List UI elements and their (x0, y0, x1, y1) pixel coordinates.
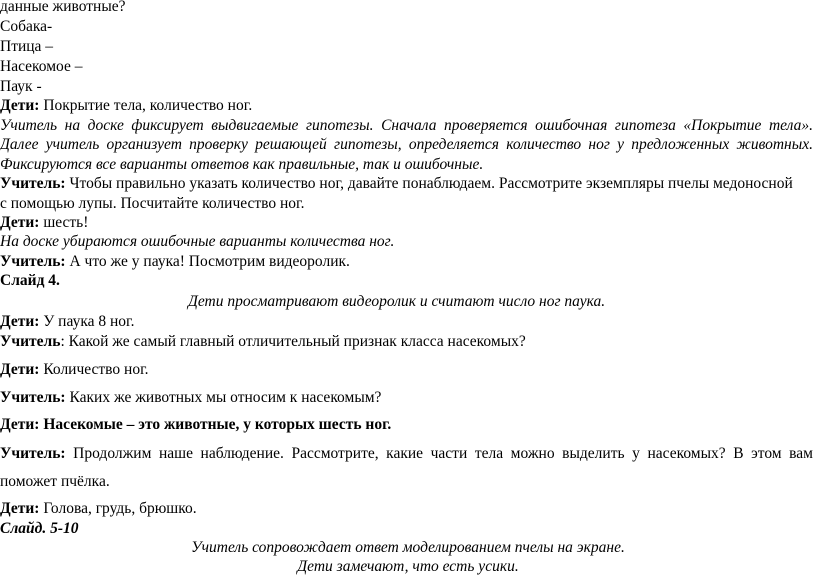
speaker-label: Учитель: (0, 445, 66, 462)
speaker-label: Учитель (0, 333, 61, 350)
speaker-label: Дети: (0, 97, 40, 114)
dialogue-line (0, 96, 252, 116)
speaker-label: Дети: (0, 313, 40, 330)
speech-text: Чтобы правильно указать количество ног, давайте понаблюдаем. Рассмотрите экземпляры пчелы медоносной (65, 175, 793, 192)
dialogue-line (0, 252, 350, 272)
speech-text: Голова, грудь, брюшко. (39, 500, 197, 517)
speech-text: шесть! (39, 214, 89, 231)
dialogue-line (0, 213, 88, 233)
speech-text: Продолжим наше наблюдение. Рассмотрите, какие части тела можно выделить у насекомых? В этом вам (65, 445, 813, 462)
speaker-label: Дети: (0, 361, 40, 378)
speech-text: Покрытие тела, количество ног. (39, 97, 253, 114)
dialogue-line (0, 388, 381, 408)
italic-note-line: Учитель сопровождает ответ моделированием пчелы на экране. (191, 539, 625, 556)
italic-note-line: Учитель на доске фиксирует выдвигаемые гипотезы. Сначала проверяется ошибочная гипотеза «Покрытие тела». (0, 117, 813, 134)
text-line: Насекомое – (0, 58, 83, 75)
slide-heading: Слайд. 5-10 (0, 520, 79, 537)
text-line: с помощью лупы. Посчитайте количество ног. (0, 195, 305, 212)
text-line: данные животные? (0, 0, 126, 15)
dialogue-line (0, 499, 197, 519)
dialogue-line (0, 332, 526, 352)
speaker-label: Учитель: (0, 175, 66, 192)
speech-text: Количество ног. (39, 361, 149, 378)
text-line: Паук - (0, 78, 42, 95)
italic-note-line: Дети просматривают видеоролик и считают число ног паука. (188, 293, 606, 310)
speaker-label: Учитель: (0, 389, 66, 406)
speech-text: У паука 8 ног. (39, 313, 135, 330)
slide-heading: Слайд 4. (0, 272, 60, 289)
speech-text: Каких же животных мы относим к насекомым? (65, 389, 382, 406)
dialogue-line (0, 312, 135, 332)
dialogue-line (0, 360, 149, 380)
text-line: Собака- (0, 18, 53, 35)
text-line: поможет пчёлка. (0, 473, 110, 490)
speaker-label: Дети: (0, 500, 40, 517)
italic-note-line: Дети замечают, что есть усики. (297, 558, 519, 575)
bold-answer-line: Дети: Насекомые – это животные, у которых шесть ног. (0, 416, 392, 433)
speaker-label: Дети: (0, 214, 40, 231)
speech-text: А что же у паука! Посмотрим видеоролик. (65, 253, 350, 270)
text-line: Птица – (0, 38, 54, 55)
italic-note-line: На доске убираются ошибочные варианты количества ног. (0, 233, 395, 250)
dialogue-line (0, 174, 793, 194)
dialogue-line (0, 444, 813, 464)
italic-note-line: Далее учитель организует проверку решающей гипотезы, определяется количество ног у предложенных животных. (0, 136, 813, 153)
italic-note-line: Фиксируются все варианты ответов как правильные, так и ошибочные. (0, 156, 484, 173)
speech-text: : Какой же самый главный отличительный признак класса насекомых? (60, 333, 526, 350)
speaker-label: Учитель: (0, 253, 66, 270)
